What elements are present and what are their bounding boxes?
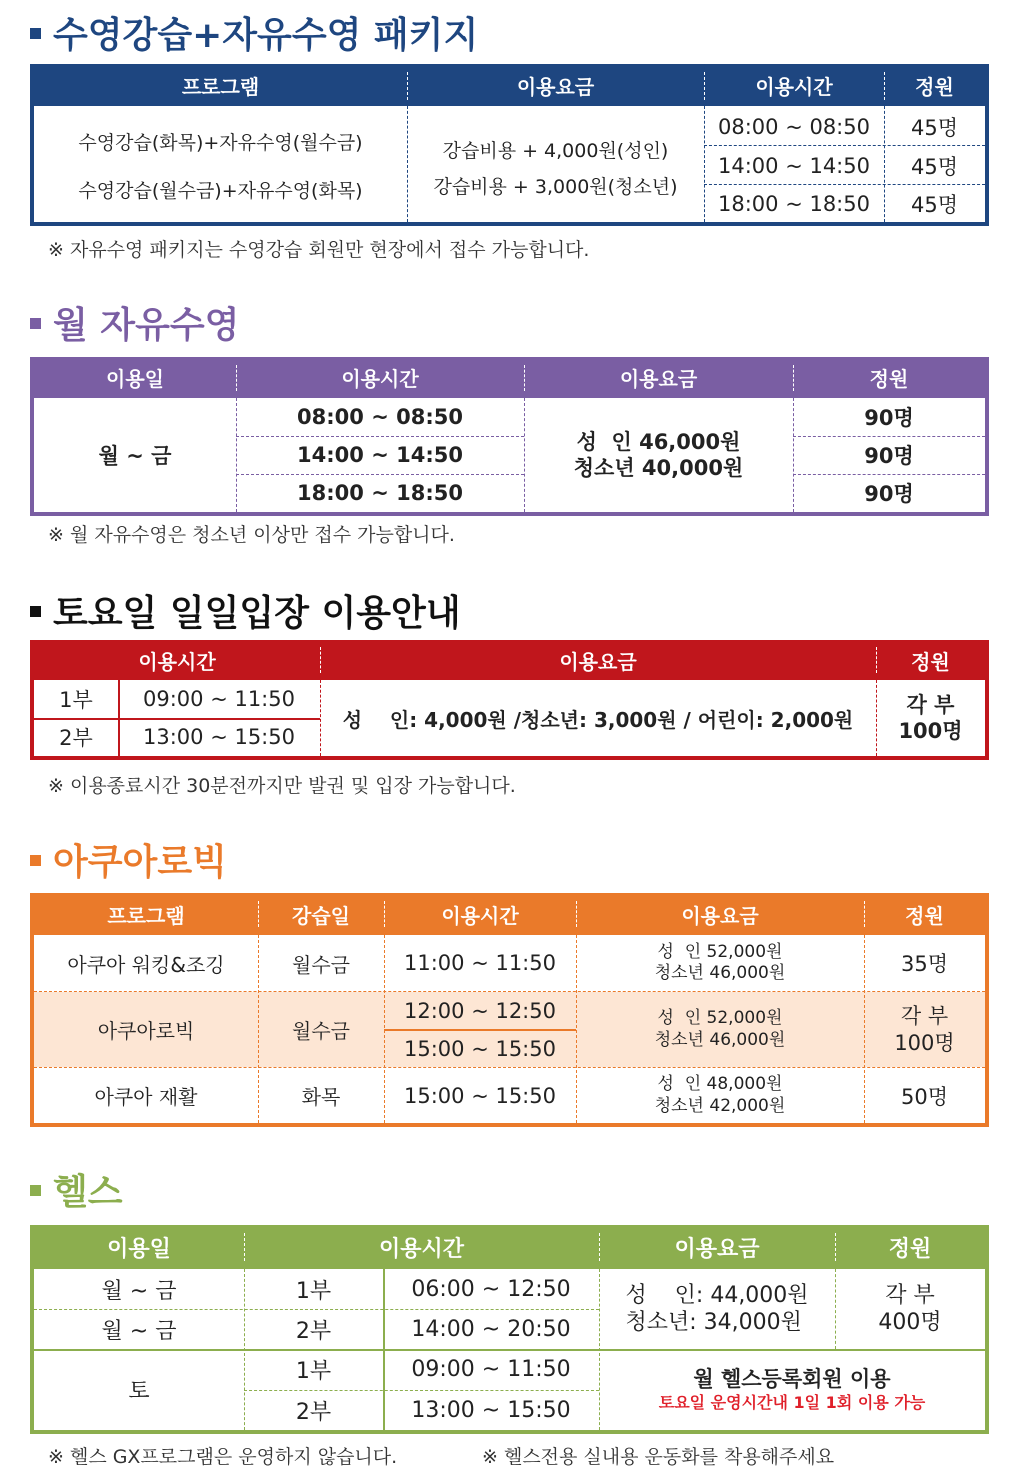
part-label: 1부	[59, 688, 93, 712]
capacity-value: 400명	[878, 1310, 942, 1335]
class-days: 월수금	[292, 1019, 350, 1043]
header-fee: 이용요금	[516, 74, 595, 99]
fee-block	[576, 992, 864, 1067]
table-header	[34, 64, 985, 106]
time-slot: 18:00 ~ 18:50	[718, 192, 870, 216]
monthly-swim-table	[30, 357, 989, 516]
part-label: 1부	[295, 1278, 332, 1304]
package-table	[30, 64, 989, 226]
table-header	[34, 357, 985, 398]
header-day: 이용일	[106, 367, 164, 391]
time-slot: 09:00 ~ 11:50	[411, 1357, 571, 1382]
program-name: 아쿠아로빅	[97, 1019, 195, 1043]
time-slot: 12:00 ~ 12:50	[404, 998, 556, 1023]
program-name: 아쿠아 워킹&조깅	[67, 952, 225, 977]
section-heading-monthly-swim	[30, 304, 239, 348]
header-program: 프로그램	[181, 74, 260, 99]
fee-youth: 청소년 42,000원	[654, 1095, 786, 1116]
header-fee: 이용요금	[681, 903, 759, 928]
section-title: 토요일 일일입장 이용안내	[53, 593, 461, 634]
fee-adult: 성 인 52,000원	[657, 941, 783, 962]
header-capacity: 정원	[905, 903, 944, 928]
program-name: 수영강습(월수금)+자유수영(화목)	[78, 179, 363, 202]
bullet-square-icon	[30, 855, 41, 866]
fee-block	[599, 1269, 835, 1349]
time-slot: 14:00 ~ 14:50	[718, 153, 870, 178]
bullet-square-icon	[30, 606, 41, 617]
table-header	[34, 893, 985, 935]
part-label: 2부	[295, 1318, 332, 1344]
header-fee: 이용요금	[619, 367, 698, 391]
fee-block	[524, 398, 793, 512]
bullet-square-icon	[30, 28, 41, 39]
capacity-per-part: 각 부	[885, 1282, 935, 1308]
time-slot: 14:00 ~ 20:50	[411, 1316, 571, 1342]
fee-text: 강습비용 + 4,000원(성인)	[442, 139, 669, 162]
use-day: 월 ~ 금	[101, 1318, 177, 1344]
gym-table	[30, 1225, 989, 1434]
header-days: 강습일	[292, 903, 350, 928]
table-header	[34, 640, 985, 680]
capacity-block	[876, 680, 985, 756]
fee-text: 성 인: 4,000원 /청소년: 3,000원 / 어린이: 2,000원	[342, 707, 854, 732]
saturday-table	[30, 640, 989, 760]
saturday-gym-info	[599, 1349, 985, 1430]
fee-text: 강습비용 + 3,000원(청소년)	[433, 175, 678, 198]
bullet-square-icon	[30, 1185, 41, 1196]
header-capacity: 정원	[915, 74, 954, 99]
time-slot: 08:00 ~ 08:50	[718, 114, 870, 139]
fee-adult: 성 인 46,000원	[576, 429, 741, 454]
time-slot: 14:00 ~ 14:50	[297, 443, 463, 467]
saturday-note: ※ 이용종료시간 30분전까지만 발권 및 입장 가능합니다.	[48, 775, 516, 797]
capacity: 90명	[864, 406, 914, 430]
section-title: 월 자유수영	[53, 305, 240, 346]
aquarobic-table	[30, 893, 989, 1127]
capacity: 45명	[910, 115, 958, 140]
time-slot: 09:00 ~ 11:50	[143, 687, 295, 711]
part-label: 2부	[59, 726, 93, 750]
time-slot: 13:00 ~ 15:50	[143, 725, 295, 749]
fee-youth: 청소년 46,000원	[654, 1029, 786, 1050]
use-day: 월 ~ 금	[101, 1278, 177, 1304]
header-fee: 이용요금	[674, 1236, 760, 1262]
section-title: 아쿠아로빅	[53, 842, 227, 883]
time-slot: 06:00 ~ 12:50	[411, 1276, 571, 1302]
time-slot: 08:00 ~ 08:50	[297, 405, 463, 429]
gym-note-1: ※ 헬스 GX프로그램은 운영하지 않습니다.	[48, 1446, 398, 1468]
capacity: 45명	[910, 193, 958, 217]
fee-youth: 청소년 40,000원	[573, 456, 744, 480]
header-time: 이용시간	[341, 367, 419, 391]
capacity-per-part: 각 부	[906, 692, 955, 717]
section-title: 수영강습+자유수영 패키지	[53, 15, 479, 56]
capacity-per-part: 각 부	[900, 1004, 949, 1029]
time-slot: 15:00 ~ 15:50	[404, 1083, 556, 1108]
package-note: ※ 자유수영 패키지는 수영강습 회원만 현장에서 접수 가능합니다.	[48, 239, 590, 261]
header-capacity: 정원	[888, 1236, 932, 1262]
saturday-gym-sub: 토요일 운영시간내 1일 1회 이용 가능	[658, 1392, 926, 1412]
header-capacity: 정원	[869, 367, 909, 391]
section-heading-gym	[30, 1171, 123, 1215]
capacity: 35명	[900, 952, 948, 976]
fee-block	[576, 935, 864, 991]
header-day: 이용일	[107, 1236, 171, 1262]
fee-block	[576, 1068, 864, 1123]
fee-adult: 성 인: 44,000원	[625, 1282, 809, 1308]
capacity: 90명	[864, 482, 914, 506]
header-program: 프로그램	[107, 903, 185, 928]
class-days: 월수금	[292, 952, 350, 977]
section-title: 헬스	[53, 1172, 123, 1213]
fee-youth: 청소년: 34,000원	[625, 1310, 802, 1335]
use-day: 토	[128, 1379, 150, 1404]
header-capacity: 정원	[911, 649, 950, 674]
part-label: 1부	[295, 1359, 332, 1384]
program-name: 수영강습(화목)+자유수영(월수금)	[78, 131, 363, 154]
capacity-value: 100명	[894, 1030, 955, 1055]
fee-adult: 성 인 52,000원	[657, 1008, 783, 1029]
capacity-block	[864, 992, 985, 1067]
program-name: 아쿠아 재활	[94, 1085, 198, 1109]
capacity-block	[835, 1269, 985, 1349]
part-label: 2부	[295, 1399, 332, 1425]
capacity-value: 100명	[898, 719, 963, 743]
time-slot: 15:00 ~ 15:50	[404, 1036, 556, 1061]
capacity: 90명	[864, 444, 914, 468]
time-slot: 18:00 ~ 18:50	[297, 481, 463, 505]
header-time: 이용시간	[138, 649, 216, 674]
time-slot: 11:00 ~ 11:50	[404, 951, 556, 975]
header-fee: 이용요금	[559, 649, 637, 674]
section-heading-package	[30, 14, 478, 58]
header-time: 이용시간	[441, 903, 519, 928]
bullet-square-icon	[30, 318, 41, 329]
section-heading-aquarobic	[30, 841, 227, 885]
fee-youth: 청소년 46,000원	[654, 963, 786, 983]
monthly-swim-note: ※ 월 자유수영은 청소년 이상만 접수 가능합니다.	[48, 524, 455, 546]
capacity: 50명	[900, 1084, 948, 1109]
gym-note-2: ※ 헬스전용 실내용 운동화를 착용해주세요	[482, 1446, 835, 1468]
saturday-gym-main: 월 헬스등록회원 이용	[693, 1367, 891, 1392]
table-header	[34, 1225, 985, 1269]
capacity: 45명	[910, 154, 958, 179]
time-slot: 13:00 ~ 15:50	[411, 1397, 571, 1423]
class-days: 화목	[301, 1085, 341, 1109]
fee-adult: 성 인 48,000원	[657, 1074, 783, 1095]
header-time: 이용시간	[755, 74, 833, 99]
use-day: 월 ~ 금	[98, 444, 172, 468]
section-heading-saturday	[30, 592, 461, 636]
header-time: 이용시간	[378, 1236, 464, 1262]
